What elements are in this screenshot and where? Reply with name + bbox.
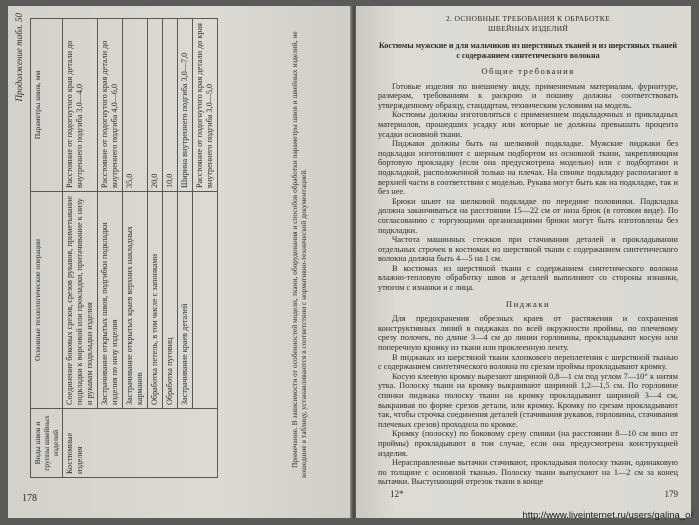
- operation-cell: Застрачивание краев деталей: [178, 192, 193, 409]
- table-row: [63, 19, 98, 478]
- operation-cell: Соединение боковых срезов, срезов рукавов, приметывание подкладки к ворсовой или прокладки, притачивание к низу и рукавам подкладки изделия: [63, 192, 98, 409]
- table-header-row: [31, 19, 63, 478]
- signature-mark: 12*: [390, 489, 404, 499]
- table-caption: Продолжение табл. 50: [14, 13, 24, 102]
- operation-cell: Обработка петель, в том числе с запонками: [148, 192, 163, 409]
- params-cell: 20,0: [148, 19, 163, 192]
- table-header-cell: Виды швов и группы швейных изделий: [31, 409, 63, 478]
- watermark-url: http://www.liveinternet.ru/users/galina_o/: [522, 510, 693, 521]
- seam-parameters-table: [30, 18, 218, 478]
- paragraph: Костюмы должны изготовляться с применением подкладочных и прикладных материалов, прошедших усадку или которые не должны превышать процента усадки основной ткани.: [378, 110, 678, 139]
- paragraph: Для предохранения обрезных краев от растяжения и сохранения конструктивных линий в пиджаках по всей окружности проймы, по плечевому срезу полочек, по длине 3—4 см до линии горловины, прокладывают косую или поперечную кромку из ткани или проклеенную ленту.: [378, 314, 678, 353]
- table-header-cell: Основные технологические операции: [31, 192, 63, 409]
- page-number-left: 178: [22, 493, 37, 504]
- operation-cell: Обработка пуговиц: [163, 192, 178, 409]
- subheading-jackets: Пиджаки: [505, 298, 551, 309]
- table-footnote: Примечание. В зависимости от особенностей модели, ткани, оборудования и способов обработки параметры швов и швейных изделий, не вошедшие в таблицу, устанавливаются в соответствии с нормативно-технической документацией.: [290, 31, 308, 478]
- paragraph: Кромку (полоску) по боковому срезу спинки (на расстоянии 8—10 см вниз от проймы) прокладывают в том случае, если она предусмотрена конструкцией изделия.: [378, 429, 678, 458]
- section-title: 2. ОСНОВНЫЕ ТРЕБОВАНИЯ К ОБРАБОТКЕ: [445, 14, 611, 23]
- operation-cell: [193, 192, 218, 409]
- row-group-cell: Костюмные изделия: [63, 409, 218, 478]
- section-subtitle: ШВЕЙНЫХ ИЗДЕЛИЙ: [488, 23, 568, 33]
- page-number-right: 179: [664, 489, 678, 499]
- params-cell: 10,0: [163, 19, 178, 192]
- params-cell: 35,0: [123, 19, 148, 192]
- paragraph: Косую клеевую кромку вырезают шириной 0,8—1 см под углом 7—10° к нитям утка. Полоску ткани на кромку выкраивают шириной 1,2—1,5 см. По горловине спинки пиджака полоску ткани на кромку прокладывают шириной 3—4 см, выкраивая по форме срезов детали, или кромку. Кромку по срезам прокладывают так, чтобы строчка соединения деталей (стачивания рукавов, горловины, стачивания плечевых срезов) проходила по кромке.: [378, 371, 678, 429]
- paragraph: Нерасправленные вытачки стачивают, прокладывая полоску ткани, одинаковую по толщине с основной тканью. Полоску ткани выпускают на 1—2 см за конец вытачки. Выступающий отрезок ткани в конце: [378, 458, 678, 487]
- paragraph: В пиджаках из шерстяной ткани хлопкового переплетения с шерстяной тканью с содержанием синтетического волокна по срезам проймы прокладывают кромку.: [378, 352, 678, 372]
- right-page-text: [378, 6, 678, 499]
- params-cell: Расстояние от подогнутого края детали до внутреннего подгиба 4,0—6,0: [98, 19, 123, 192]
- params-cell: Расстояние от подогнутого края детали до края внутреннего подгиба 3,0—5,0: [193, 19, 218, 192]
- left-page: [8, 6, 353, 518]
- product-heading: Костюмы мужские и для мальчиков из шерстяных тканей и из шерстяных тканей с содержанием синтетического волокна: [379, 41, 677, 60]
- params-cell: Ширина внутреннего подгиба 3,0—7,0: [178, 19, 193, 192]
- table-header-cell: Параметры швов, мм: [31, 19, 63, 192]
- paragraph: Пиджаки должны быть на шелковой подкладке. Мужские пиджаки без подкладки изготовляют с шерным подбортом из основной ткани, закрепляющим бортовую прокладку (если она предусмотрена моделью) или с подбортами и подкладкой, расположенной только на плечах. На спинке подкладку располагают в верхней части в соответствии с моделью. Рукава могут быть как на подкладке, так и без нее.: [378, 139, 678, 197]
- params-cell: Расстояние от подогнутого края детали до внутреннего подгиба 3,0—4,0: [63, 19, 98, 192]
- rotated-table-block: [8, 6, 353, 518]
- paragraph: В костюмах из шерстяной ткани с содержанием синтетического волокна влажно-тепловую обработку швов и деталей выполняют со стороны изнанки, утюгом с изнанки и с лица.: [378, 263, 678, 293]
- operation-cell: Застрачивание открытых краев верхних накладных карманов: [123, 192, 148, 409]
- right-page: [356, 6, 691, 518]
- paragraph: Частота машинных стежков при стачивании деталей и прокладывании отдельных строчек в костюмах из шерстяной ткани с содержанием синтетического волокна должна быть 4—5 на 1 см.: [378, 235, 678, 264]
- paragraph: Брюки шьют на шелковой подкладке по передние половинки. Подкладка должна заканчиваться на расстоянии 15—22 см от низа брюк (в готовом виде). По согласованию с торгующими организациями брюки могут быть изготовлены без подкладки.: [378, 196, 678, 235]
- operation-cell: Застрачивание открытых швов, подгибки подкладки изделия по низу изделия: [98, 192, 123, 409]
- paragraph: Готовые изделия по внешнему виду, применяемым материалам, фурнитуре, размерам, требованиям к раскрою и пошиву должны соответствовать утвержденному образцу, стандартам, техническим условиям на модель.: [378, 81, 678, 110]
- subheading-general: Общие требования: [481, 66, 575, 76]
